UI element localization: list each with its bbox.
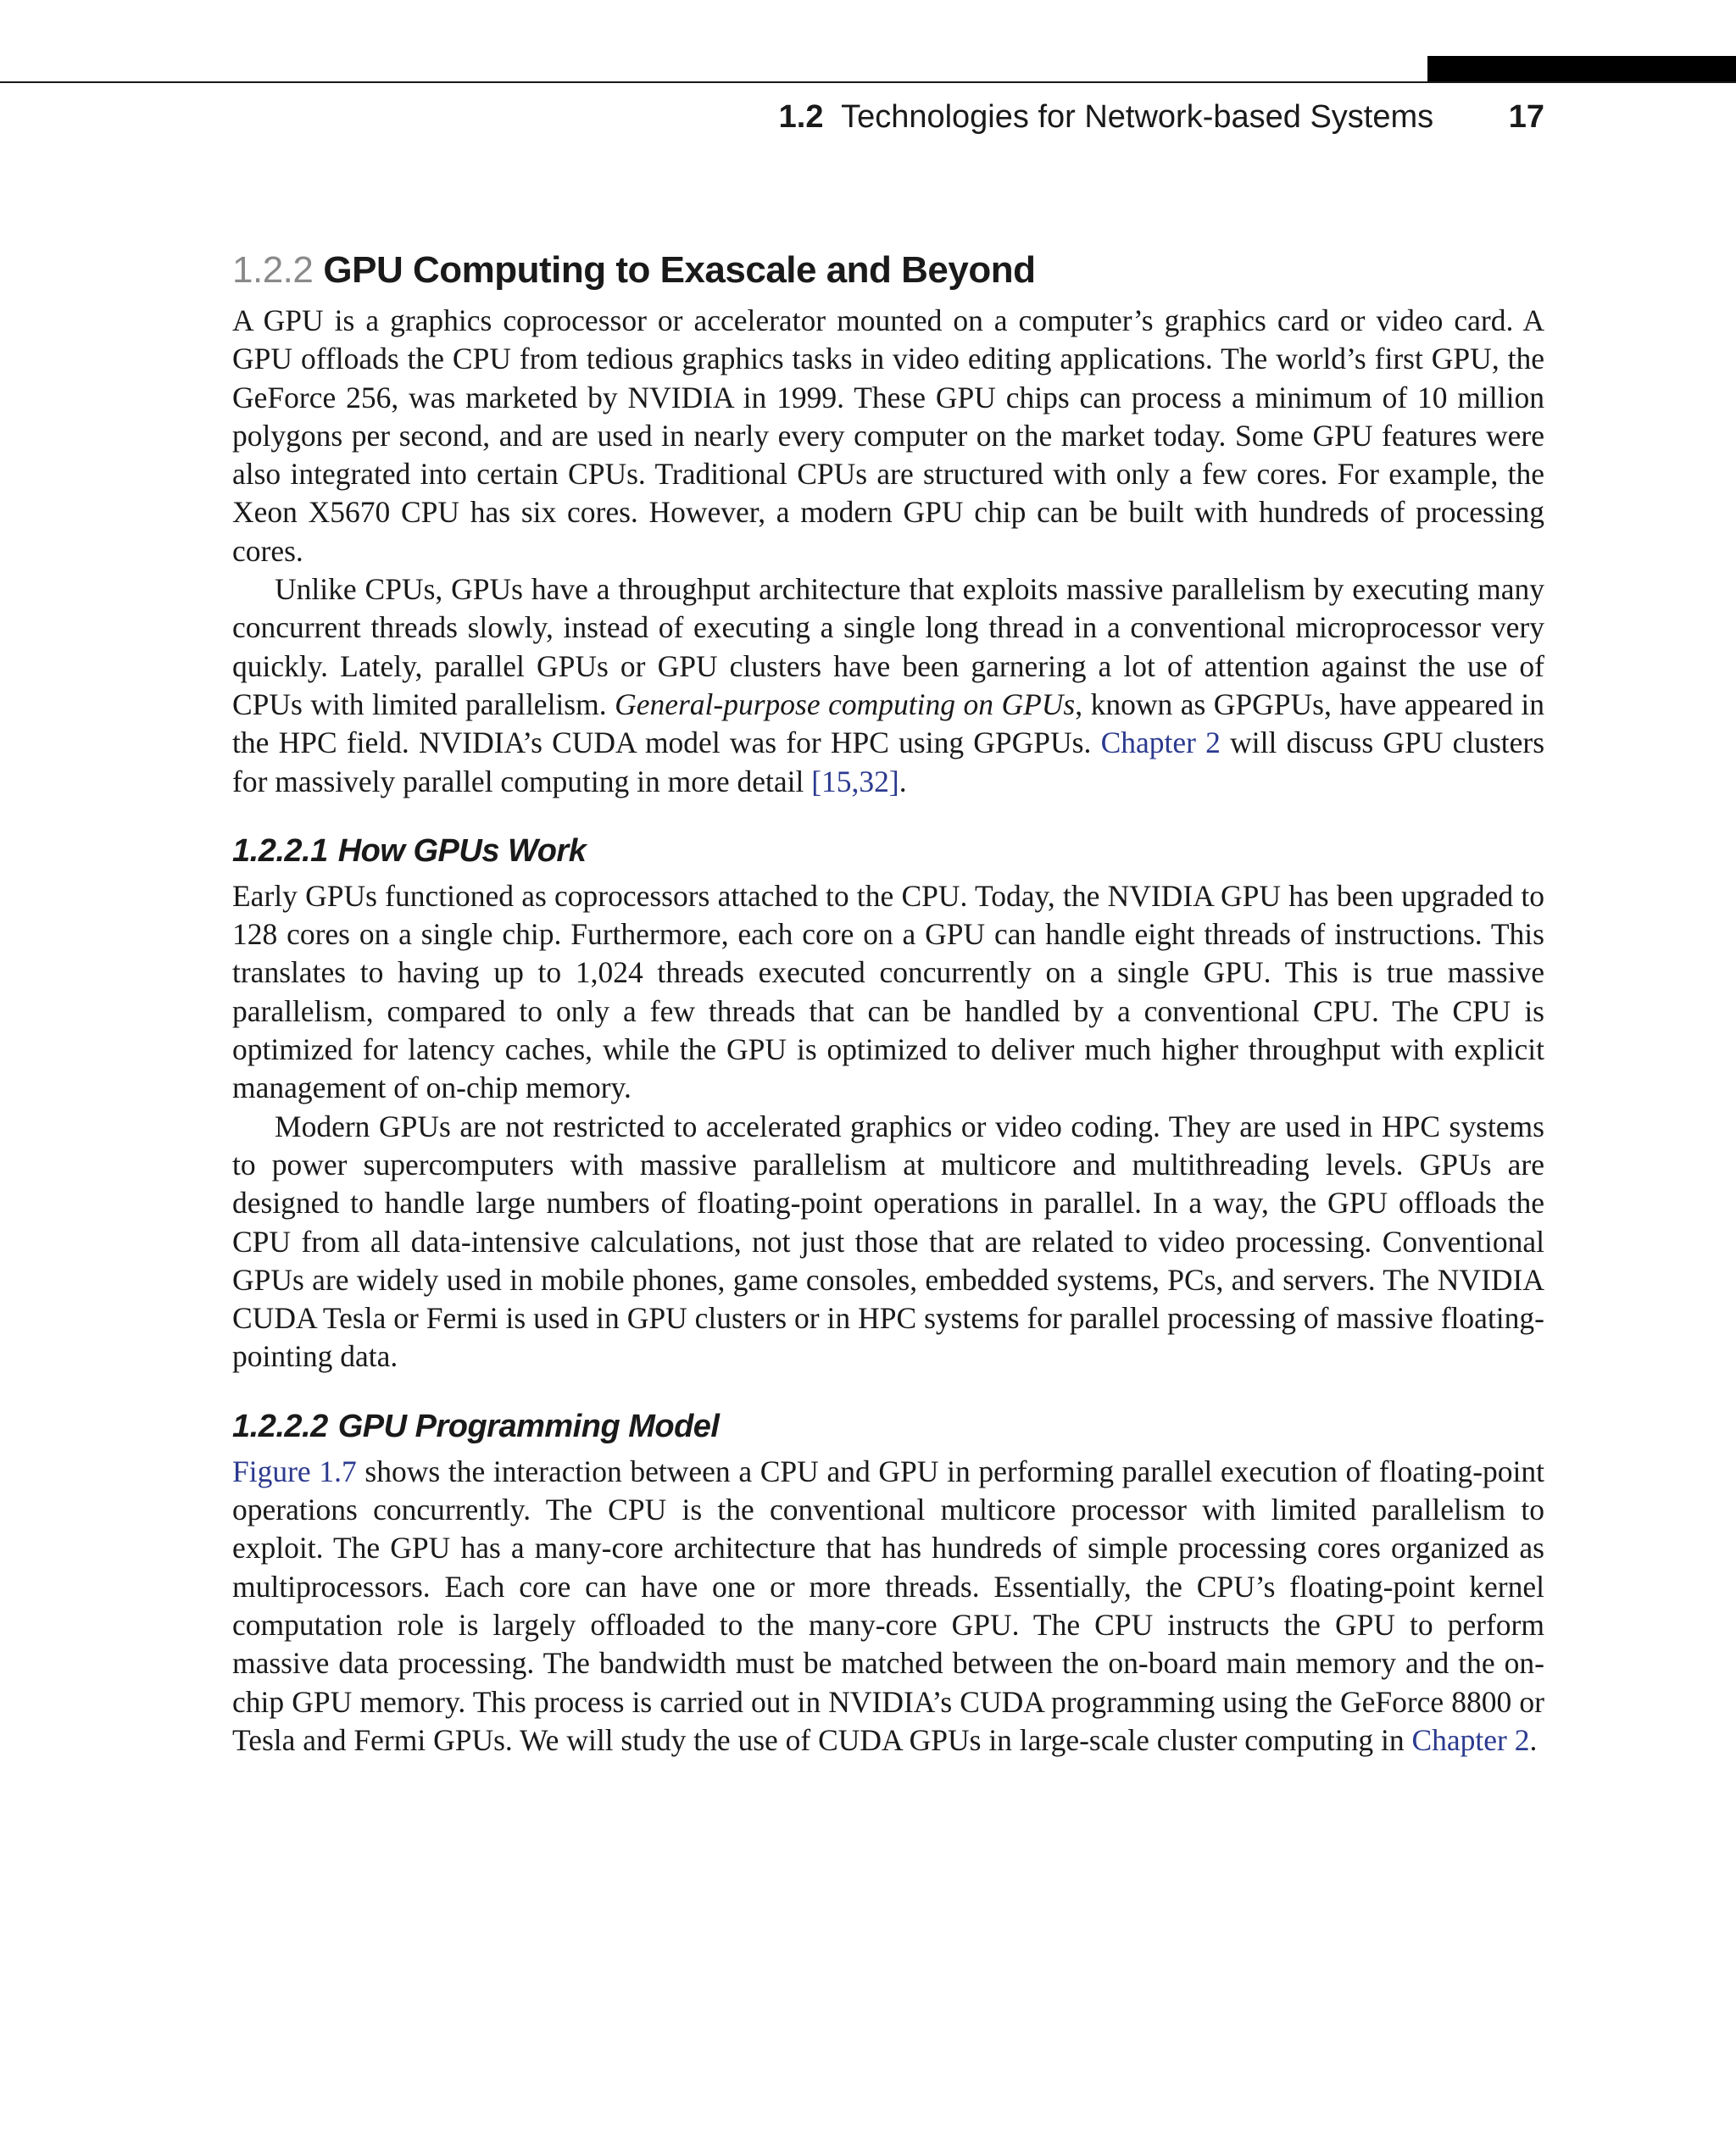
section-paragraph-2-text-a: Unlike CPUs, GPUs have a throughput architecture that exploits massive parallelism by executing many concurrent threads slowly, instead of executing a single long thread in a conventional microprocessor very quickly. Lately, parallel GPUs or GPU clusters have been garnering a lot of attention against the use of CPUs with limited parallelism. xyxy=(232,572,1544,721)
subsection-1-paragraph-2: Modern GPUs are not restricted to accelerated graphics or video coding. They are used in HPC systems to power supercomputers with massive parallelism at multicore and multithreading levels. GPUs are designed to handle large numbers of floating-point operations in parallel. In a way, the GPU offloads the CPU from all data-intensive calculations, not just those that are related to video processing. Conventional GPUs are widely used in mobile phones, game consoles, embedded systems, PCs, and servers. The NVIDIA CUDA Tesla or Fermi is used in GPU clusters or in HPC systems for parallel processing of massive floating-pointing data. xyxy=(232,1109,1544,1374)
subsection-2-title: GPU Programming Model xyxy=(337,1408,720,1444)
header-rule xyxy=(0,81,1736,83)
section-heading xyxy=(232,244,1544,297)
subsection-heading-how-gpus-work xyxy=(232,828,1544,874)
subsection-2-paragraph xyxy=(232,1453,1544,1760)
running-head xyxy=(779,93,1544,141)
subsection-2-paragraph-text: shows the interaction between a CPU and GPU in performing parallel execution of floating-point operations concurrently. The CPU is the conventional multicore processor with limited parallelism to exploit. The GPU has a many-core architecture that has hundreds of simple processing cores organized as multiprocessors. Each core can have one or more threads. Essentially, the CPU’s floating-point kernel computation role is largely offloaded to the many-core GPU. The CPU instructs the GPU to perform massive data processing. The bandwidth must be matched between the on-board main memory and the on-chip GPU memory. This process is carried out in NVIDIA’s CUDA programming using the GeForce 8800 or Tesla and Fermi GPUs. We will study the use of CUDA GPUs in large-scale cluster computing in xyxy=(232,1454,1544,1757)
header-tab-bar xyxy=(1427,56,1736,83)
citation-link[interactable]: [15,32] xyxy=(811,764,899,798)
section-paragraph-2-text-c: will discuss GPU clusters for massively parallel computing in more detail xyxy=(232,726,1545,798)
subsection-2-number: 1.2.2.2 xyxy=(232,1408,328,1444)
running-head-section-number: 1.2 xyxy=(778,99,824,135)
subsection-heading-gpu-programming-model xyxy=(232,1404,1544,1449)
section-paragraph-1: A GPU is a graphics coprocessor or accelerator mounted on a computer’s graphics card or video card. A GPU offloads the CPU from tedious graphics tasks in video editing applications. The world’s first GPU, the GeForce 256, was marketed by NVIDIA in 1999. These GPU chips can process a minimum of 10 million polygons per second, and are used in nearly every computer on the market today. Some GPU features were also integrated into certain CPUs. Traditional CPUs are structured with only a few cores. For example, the Xeon X5670 CPU has six cores. However, a modern GPU chip can be built with hundreds of processing cores. xyxy=(232,303,1544,568)
subsection-1-title: How GPUs Work xyxy=(337,832,587,869)
chapter-2-link[interactable]: Chapter 2 xyxy=(1100,726,1221,760)
gpgpu-term: General-purpose computing on GPUs xyxy=(615,687,1076,721)
section-paragraph-2-end: . xyxy=(899,764,907,798)
section-title: GPU Computing to Exascale and Beyond xyxy=(323,249,1036,291)
subsection-2-paragraph-end: . xyxy=(1529,1722,1538,1757)
figure-1-7-link[interactable]: Figure 1.7 xyxy=(232,1454,357,1488)
subsection-1-paragraph-1: Early GPUs functioned as coprocessors attached to the CPU. Today, the NVIDIA GPU has been upgraded to 128 cores on a single chip. Furthermore, each core on a GPU can handle eight threads of instructions. This translates to having up to 1,024 threads executed concurrently on a single GPU. This is true massive parallelism, compared to only a few threads that can be handled by a conventional CPU. The CPU is optimized for latency caches, while the GPU is optimized to deliver much higher throughput with explicit management of on-chip memory. xyxy=(232,878,1544,1105)
section-paragraph-2-text-b: , known as GPGPUs, have appeared in the HPC field. NVIDIA’s CUDA model was for HPC using GPGPUs. xyxy=(232,687,1544,760)
section-number: 1.2.2 xyxy=(232,249,314,291)
subsection-1-number: 1.2.2.1 xyxy=(232,832,328,869)
page-content xyxy=(232,244,1544,1760)
chapter-2-link-2[interactable]: Chapter 2 xyxy=(1411,1722,1530,1757)
section-paragraph-2 xyxy=(232,570,1544,801)
running-head-section-title: Technologies for Network-based Systems xyxy=(841,99,1434,135)
page-number: 17 xyxy=(1508,99,1544,135)
